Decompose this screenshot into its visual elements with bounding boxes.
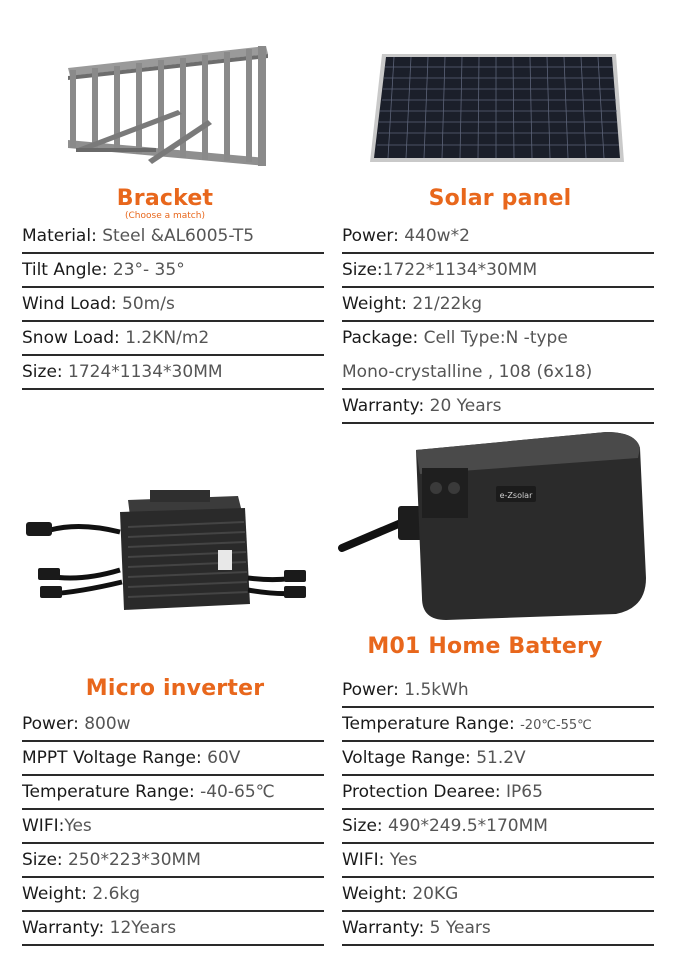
spec-row xyxy=(342,912,654,946)
spec-value: 800w xyxy=(84,714,131,734)
spec-value: 20 Years xyxy=(429,396,502,416)
spec-value: 20KG xyxy=(412,884,459,904)
spec-label: Weight: xyxy=(342,884,413,904)
spec-row xyxy=(342,844,654,878)
spec-label: Power: xyxy=(22,714,85,734)
spec-row xyxy=(22,254,324,288)
spec-value: Yes xyxy=(64,816,92,836)
spec-label: Package: xyxy=(342,328,424,348)
spec-label: Power: xyxy=(342,680,405,700)
spec-value: 23°- 35° xyxy=(112,260,185,280)
spec-label: Warranty: xyxy=(342,918,430,938)
bracket-title: Bracket xyxy=(116,186,214,211)
spec-label: Size: xyxy=(342,816,389,836)
spec-row xyxy=(22,708,324,742)
spec-label: Warranty: xyxy=(342,396,430,416)
spec-row xyxy=(342,220,654,254)
spec-value: 2.6kg xyxy=(92,884,141,904)
spec-row xyxy=(342,878,654,912)
spec-value: 250*223*30MM xyxy=(68,850,201,870)
spec-label: WIFI: xyxy=(22,816,65,836)
spec-row xyxy=(22,776,324,810)
battery-title: M01 Home Battery xyxy=(367,634,603,659)
spec-label: Size: xyxy=(22,850,69,870)
spec-label: Temperature Range: xyxy=(342,714,521,734)
spec-label: Protection Dearee: xyxy=(342,782,507,802)
spec-value: 1724*1134*30MM xyxy=(68,362,223,382)
spec-label: Wind Load: xyxy=(22,294,123,314)
battery-image xyxy=(336,428,666,628)
spec-value: 21/22kg xyxy=(412,294,482,314)
spec-row xyxy=(342,356,654,390)
spec-label: Tilt Angle: xyxy=(22,260,113,280)
spec-value: -20℃-55℃ xyxy=(520,718,592,733)
spec-value: 5 Years xyxy=(429,918,491,938)
spec-label: MPPT Voltage Range: xyxy=(22,748,208,768)
spec-value: Mono-crystalline , 108 (6x18) xyxy=(342,362,593,382)
spec-label: Size: xyxy=(342,260,383,280)
spec-label: Material: xyxy=(22,226,103,246)
spec-row xyxy=(342,742,654,776)
spec-value: 490*249.5*170MM xyxy=(388,816,548,836)
spec-value: 12Years xyxy=(109,918,177,938)
spec-value: 1722*1134*30MM xyxy=(382,260,538,280)
spec-value: Cell Type:N -type xyxy=(423,328,568,348)
spec-row xyxy=(342,288,654,322)
micro-inverter-title: Micro inverter xyxy=(85,676,265,701)
spec-row xyxy=(22,844,324,878)
spec-row xyxy=(22,220,324,254)
spec-row xyxy=(22,912,324,946)
spec-row xyxy=(342,776,654,810)
spec-label: WIFI: xyxy=(342,850,390,870)
solar-panel-title: Solar panel xyxy=(428,186,572,211)
spec-label: Snow Load: xyxy=(22,328,126,348)
spec-label: Voltage Range: xyxy=(342,748,477,768)
spec-value: 1.2KN/m2 xyxy=(125,328,210,348)
spec-value: Yes xyxy=(389,850,418,870)
spec-value: 50m/s xyxy=(122,294,175,314)
spec-label: Weight: xyxy=(342,294,413,314)
spec-value: 51.2V xyxy=(476,748,526,768)
spec-row xyxy=(342,254,654,288)
spec-label: Power: xyxy=(342,226,405,246)
battery-brand: e-Zsolar xyxy=(499,491,533,500)
spec-row xyxy=(22,742,324,776)
spec-row xyxy=(342,390,654,424)
spec-row xyxy=(342,674,654,708)
spec-label: Warranty: xyxy=(22,918,110,938)
spec-row xyxy=(342,708,654,742)
spec-row xyxy=(22,356,324,390)
spec-label: Size: xyxy=(22,362,69,382)
bracket-subtitle: (Choose a match) xyxy=(125,211,205,221)
spec-row xyxy=(22,288,324,322)
spec-row xyxy=(22,322,324,356)
spec-row xyxy=(342,322,654,356)
spec-label: Weight: xyxy=(22,884,93,904)
spec-value: 440w*2 xyxy=(404,226,470,246)
spec-value: 1.5kWh xyxy=(404,680,469,700)
spec-row xyxy=(342,810,654,844)
spec-row xyxy=(22,878,324,912)
bracket-image xyxy=(58,40,273,180)
spec-value: -40-65℃ xyxy=(200,782,275,802)
spec-value: IP65 xyxy=(506,782,543,802)
spec-label: Temperature Range: xyxy=(22,782,201,802)
micro-inverter-image xyxy=(20,482,310,622)
solar-panel-image xyxy=(366,50,628,170)
spec-value: 60V xyxy=(207,748,241,768)
spec-value: Steel &AL6005-T5 xyxy=(102,226,255,246)
spec-row xyxy=(22,810,324,844)
